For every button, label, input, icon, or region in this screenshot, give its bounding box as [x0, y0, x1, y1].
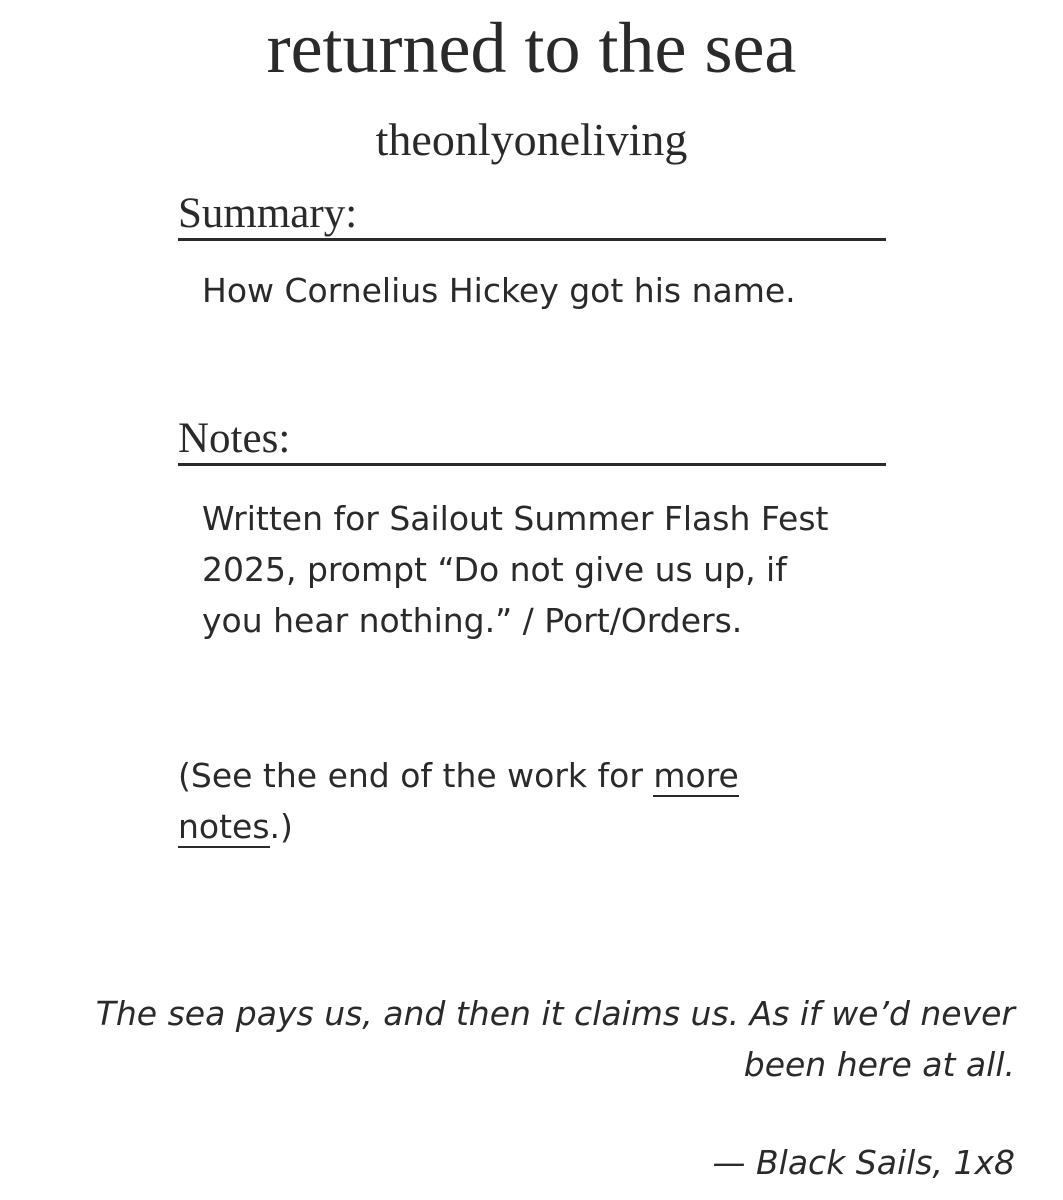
- notes-text: Written for Sailout Summer Flash Fest 2025, prompt “Do not give us up, if you hear nothing.” / Port/Orders.: [202, 499, 829, 640]
- work-title: returned to the sea: [266, 8, 797, 88]
- epigraph-attribution: — Black Sails, 1x8: [712, 1143, 1015, 1182]
- end-notes-pointer: [178, 750, 858, 852]
- notes-heading: Notes:: [178, 415, 886, 466]
- summary-text: How Cornelius Hickey got his name.: [202, 271, 796, 310]
- author-name[interactable]: theonlyoneliving: [375, 114, 688, 165]
- more-notes-link[interactable]: more notes: [178, 756, 739, 846]
- author-byline[interactable]: [0, 112, 1063, 168]
- summary-heading: Summary:: [178, 190, 886, 241]
- end-notes-suffix: .): [269, 807, 293, 846]
- end-notes-prefix: (See the end of the work for: [178, 756, 654, 795]
- epigraph-quote: The sea pays us, and then it claims us. As if we’d never been here at all.: [95, 994, 1015, 1084]
